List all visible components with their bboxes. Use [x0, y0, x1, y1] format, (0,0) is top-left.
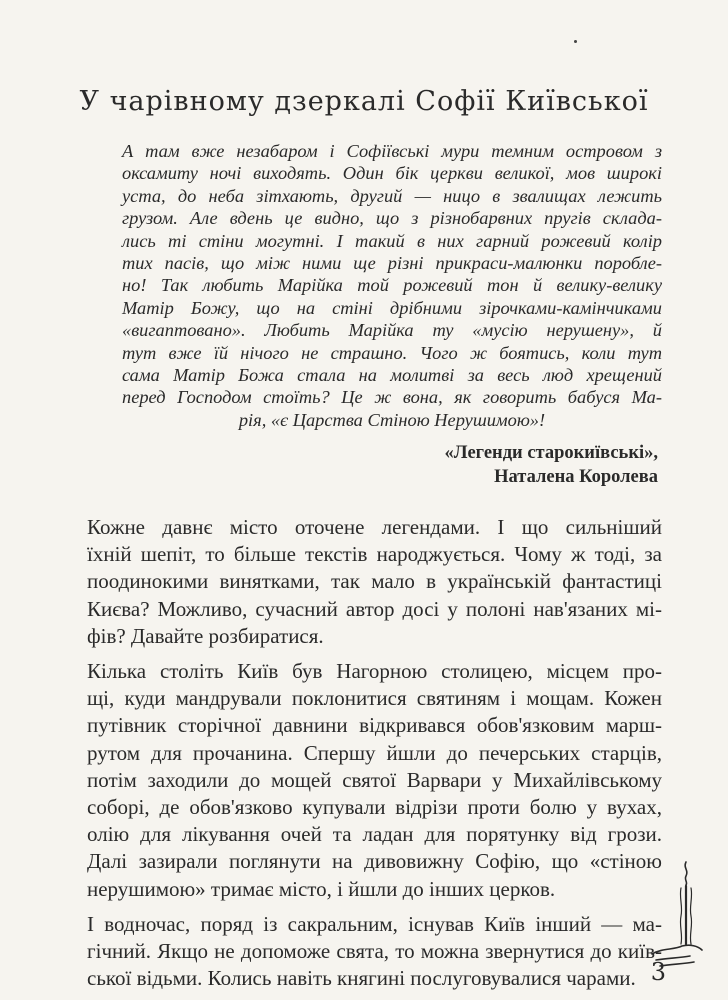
epigraph-line: А там вже незабаром і Софіївські мури темним островом з	[122, 141, 662, 161]
body-line: потім заходили до мощей святої Варвари у Михайлівському	[87, 767, 662, 792]
body-line: фів? Давайте розбиратися.	[87, 623, 324, 648]
epigraph-line: лись ті стіни могутні. І такий в них гарний рожевий колір	[122, 230, 662, 251]
body-line: гічний. Якщо не допоможе свята, то можна звернутися до київ-	[87, 939, 662, 964]
body-line: нерушимою» тримає місто, і йшли до інших церков.	[87, 876, 556, 901]
body-line: їхній шепіт, то більше текстів народжується. Чому ж тоді, за	[87, 542, 662, 567]
epigraph-line: грузом. Але вдень це видно, що з різнобарвних пругів склада-	[122, 208, 662, 229]
body-text	[87, 514, 662, 992]
source-title: «Легенди старокиївські»,	[444, 443, 658, 463]
epigraph-line: тут вже їй нічого не страшно. Чого ж боятись, коли тут	[122, 342, 662, 363]
epigraph-attribution	[445, 441, 658, 489]
page-number: 3	[650, 958, 666, 986]
epigraph-line: сама Матір Божа стала на молитві за весь люд хрещений	[122, 365, 662, 386]
body-line: рутом для прочанина. Спершу йшли до печерських старців,	[87, 740, 662, 765]
body-line: Кожне давнє місто оточене легендами. І що сильніший	[87, 515, 662, 539]
body-line: поодинокими винятками, так мало в українській фантастиці	[87, 569, 662, 594]
epigraph-line: «вигаптовано». Любить Марійка ту «мусію нерушену», й	[122, 320, 662, 341]
epigraph-line: перед Господом стоїть? Це ж вона, як говорить бабуся Ма-	[122, 387, 662, 408]
epigraph	[122, 140, 662, 431]
epigraph-line: тих пасів, що між ними ще різні прикраси-малюнки пороблe-	[122, 253, 662, 274]
source-author: Наталена Королева	[494, 467, 658, 487]
epigraph-line: оксамиту ночі виходять. Один бік церкви великої, мов широкі	[122, 163, 662, 184]
body-line: путівник сторічної давнини відкривався обов'язковим марш-	[87, 713, 662, 738]
body-line: соборі, де обов'язково купували відрізи проти болю у вухах,	[87, 795, 662, 820]
epigraph-line: но! Так любить Марійка той рожевий тон й велику-велику	[122, 275, 662, 296]
print-speck	[574, 40, 577, 43]
body-line: І водночас, поряд із сакральним, існував Київ інший — ма-	[87, 911, 662, 936]
epigraph-line: Матір Божу, що на стіні дрібними зірочками-камінчиками	[122, 297, 662, 318]
body-line: Далі зазирали поглянути на дивовижну Софію, що «стіною	[87, 849, 662, 874]
epigraph-line: рія, «є Царства Стіною Нерушимою»!	[238, 409, 546, 430]
body-line: ської відьми. Колись навіть княгині послуговувалися чарами.	[87, 966, 636, 991]
body-line: щі, куди мандрували поклонитися святиням і мощам. Кожен	[87, 686, 662, 711]
body-line: Кілька століть Київ був Нагорною столицею, місцем про-	[87, 659, 662, 684]
chapter-title: У чарівному дзеркалі Софії Київської	[79, 86, 649, 117]
body-line: Києва? Можливо, сучасний автор досі у полоні нав'язаних мі-	[87, 596, 662, 621]
body-line: олію для лікування очей та ладан для порятунку від грози.	[87, 822, 662, 847]
epigraph-line: уста, до неба зітхають, другий — ницо в звалищах лежить	[122, 185, 662, 206]
